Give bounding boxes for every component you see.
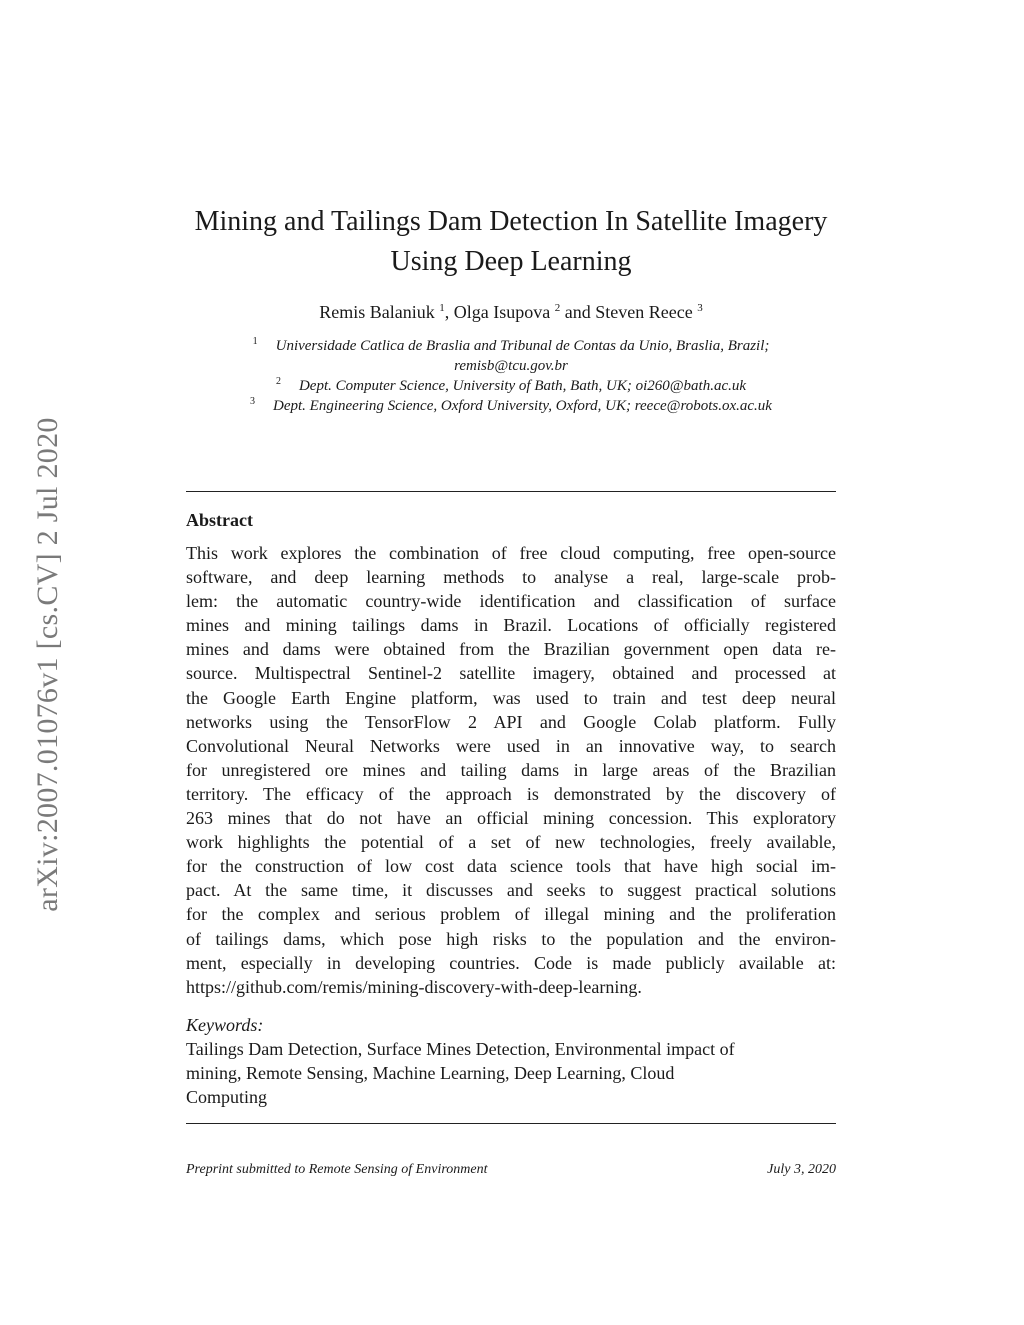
keywords-list [186,1037,836,1109]
abstract-line: work highlights the potential of a set of new technologies, freely available, [186,832,836,853]
affiliation-text: Dept. Engineering Science, Oxford University, Oxford, UK; reece@robots.ox.ac.uk [273,398,772,414]
keywords-line: Tailings Dam Detection, Surface Mines Detection, Environmental impact of [186,1039,735,1059]
affiliation-1 [186,336,836,356]
affiliation-email: remisb@tcu.gov.br [454,358,568,374]
affiliation-mark: 1 [252,336,258,347]
abstract-line: This work explores the combination of free cloud computing, free open-source [186,543,836,563]
author-name: Steven Reece [595,302,693,322]
abstract-line: software, and deep learning methods to analyse a real, large-scale prob- [186,567,836,588]
author-affiliation-mark: 2 [554,302,561,314]
paper-title-line-1: Mining and Tailings Dam Detection In Satellite Imagery [194,206,828,237]
keywords-label: Keywords: [186,1015,264,1035]
affiliation-3 [186,396,836,416]
author-name: Remis Balaniuk [319,302,435,322]
abstract-line: networks using the TensorFlow 2 API and Google Colab platform. Fully [186,711,836,732]
author-list [186,300,836,324]
abstract-heading: Abstract [186,510,253,530]
abstract-line: for the construction of low cost data science tools that have high social im- [186,856,836,877]
preprint-notice: Preprint submitted to Remote Sensing of Environment [186,1162,488,1177]
affiliation-mark: 3 [250,396,256,407]
abstract-bottom-rule [186,1123,836,1124]
abstract-line: mines and dams were obtained from the Brazilian government open data re- [186,639,836,660]
affiliation-mark: 2 [275,376,281,387]
abstract-line: the Google Earth Engine platform, was used to train and test deep neural [186,687,836,708]
abstract-line: source. Multispectral Sentinel-2 satellite imagery, obtained and processed at [186,663,836,684]
author-separator: , [444,302,454,322]
abstract-code-link[interactable]: https://github.com/remis/mining-discovery-with-deep-learning. [186,976,642,997]
paper-title [186,202,836,282]
abstract-line: ment, especially in developing countries. Code is made publicly available at: [186,952,836,973]
abstract-line: 263 mines that do not have an official mining concession. This exploratory [186,808,836,829]
abstract-line: mines and mining tailings dams in Brazil. Locations of officially registered [186,615,836,636]
arxiv-identifier-stamp [20,372,76,957]
abstract-line: Convolutional Neural Networks were used in an innovative way, to search [186,735,836,756]
preprint-date: July 3, 2020 [767,1162,836,1177]
affiliation-text: Universidade Catlica de Braslia and Tribunal de Contas da Unio, Braslia, Brazil; [275,338,770,354]
abstract-line: for the complex and serious problem of illegal mining and the proliferation [186,904,836,925]
abstract-top-rule [186,491,836,492]
author-separator: and [560,302,596,322]
affiliation-1-email [186,356,836,376]
abstract-line: territory. The efficacy of the approach is demonstrated by the discovery of [186,783,836,804]
keywords-line: Computing [186,1087,268,1108]
abstract-line: for unregistered ore mines and tailing dams in large areas of the Brazilian [186,759,836,780]
abstract-body [186,541,836,999]
affiliation-text: Dept. Computer Science, University of Bath, Bath, UK; oi260@bath.ac.uk [298,378,747,394]
author-affiliation-mark: 1 [439,302,445,314]
keywords-line: mining, Remote Sensing, Machine Learning, Deep Learning, Cloud [186,1063,675,1084]
author-affiliation-mark: 3 [697,302,703,314]
abstract-line: lem: the automatic country-wide identification and classification of surface [186,591,836,612]
arxiv-identifier-text: arXiv:2007.01076v1 [cs.CV] 2 Jul 2020 [31,417,64,912]
abstract-line: of tailings dams, which pose high risks to the population and the environ- [186,928,836,949]
affiliation-2 [186,376,836,396]
paper-title-line-2: Using Deep Learning [390,246,632,277]
abstract-line: pact. At the same time, it discusses and seeks to suggest practical solutions [186,880,836,901]
author-name: Olga Isupova [453,302,551,322]
